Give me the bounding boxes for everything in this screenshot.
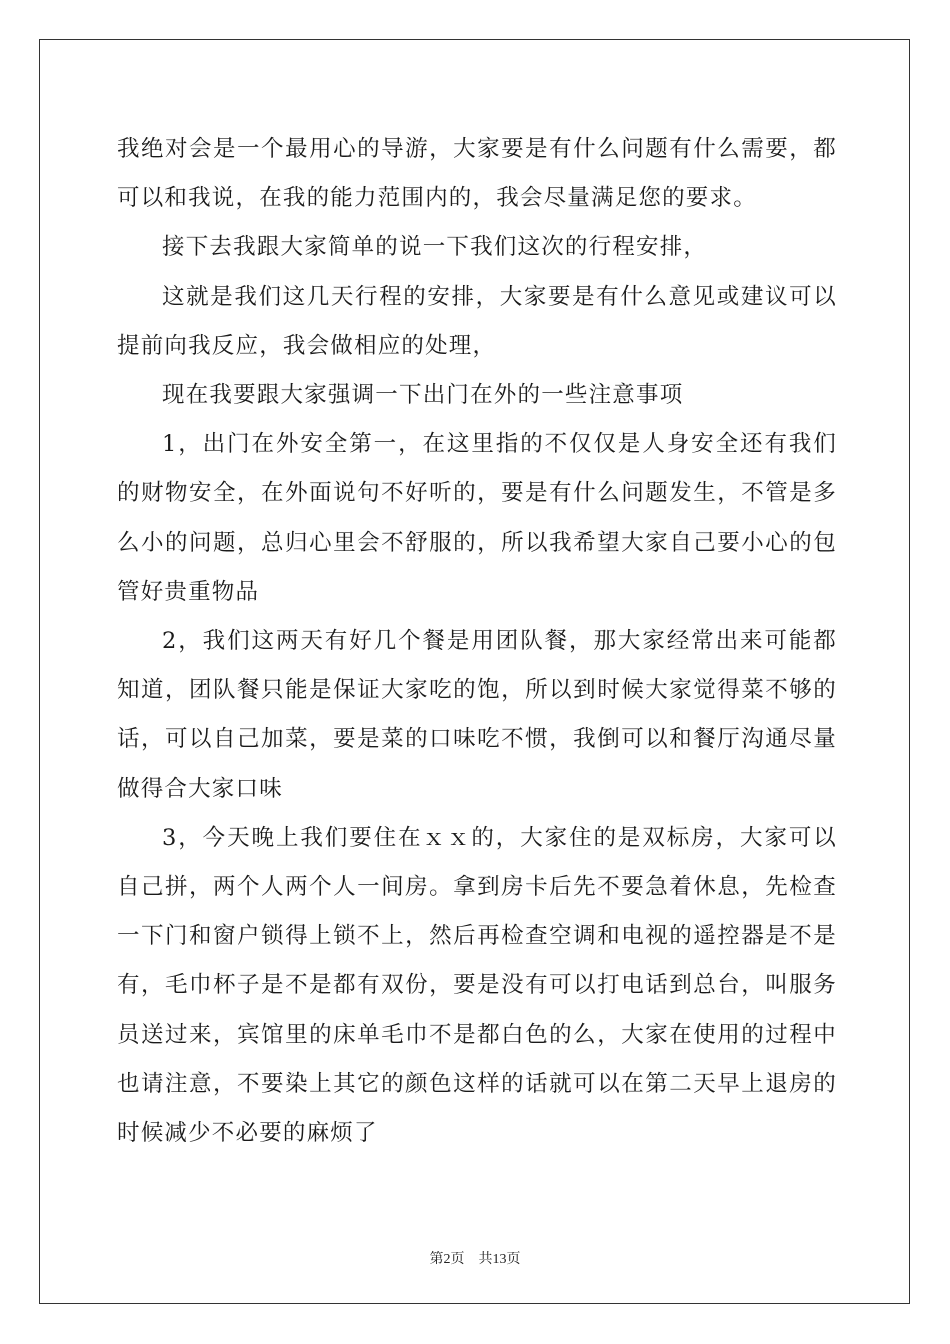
page-total: 共13页 <box>478 1252 521 1267</box>
paragraph: 2，我们这两天有好几个餐是用团队餐，那大家经常出来可能都知道，团队餐只能是保证大家吃的饱，所以到时候大家觉得菜不够的话，可以自己加菜，要是菜的口味吃不惯，我倒可以和餐厅沟通尽量做得合大家口味 <box>117 628 837 802</box>
paragraph: 现在我要跟大家强调一下出门在外的一些注意事项 <box>162 382 684 409</box>
paragraph: 3，今天晚上我们要住在ｘｘ的，大家住的是双标房，大家可以自己拼，两个人两个人一间房。拿到房卡后先不要急着休息，先检查一下门和窗户锁得上锁不上，然后再检查空调和电视的遥控器是不是有，毛巾杯子是不是都有双份，要是没有可以打电话到总台，叫服务员送过来，宾馆里的床单毛巾不是都白色的么，大家在使用的过程中也请注意，不要染上其它的颜色这样的话就可以在第二天早上退房的时候减少不必要的麻烦了 <box>117 824 837 1147</box>
paragraph: 1，出门在外安全第一，在这里指的不仅仅是人身安全还有我们的财物安全，在外面说句不好听的，要是有什么问题发生，不管是多么小的问题，总归心里会不舒服的，所以我希望大家自己要小心的包管好贵重物品 <box>117 431 837 605</box>
paragraph: 这就是我们这几天行程的安排，大家要是有什么意见或建议可以提前向我反应，我会做相应的处理， <box>117 283 837 359</box>
page-footer <box>0 1248 950 1268</box>
document-body <box>117 125 837 1158</box>
page-number: 第2页 <box>429 1252 465 1267</box>
paragraph: 接下去我跟大家简单的说一下我们这次的行程安排， <box>162 234 708 261</box>
paragraph: 我绝对会是一个最用心的导游，大家要是有什么问题有什么需要，都可以和我说，在我的能力范围内的，我会尽量满足您的要求。 <box>117 136 837 212</box>
